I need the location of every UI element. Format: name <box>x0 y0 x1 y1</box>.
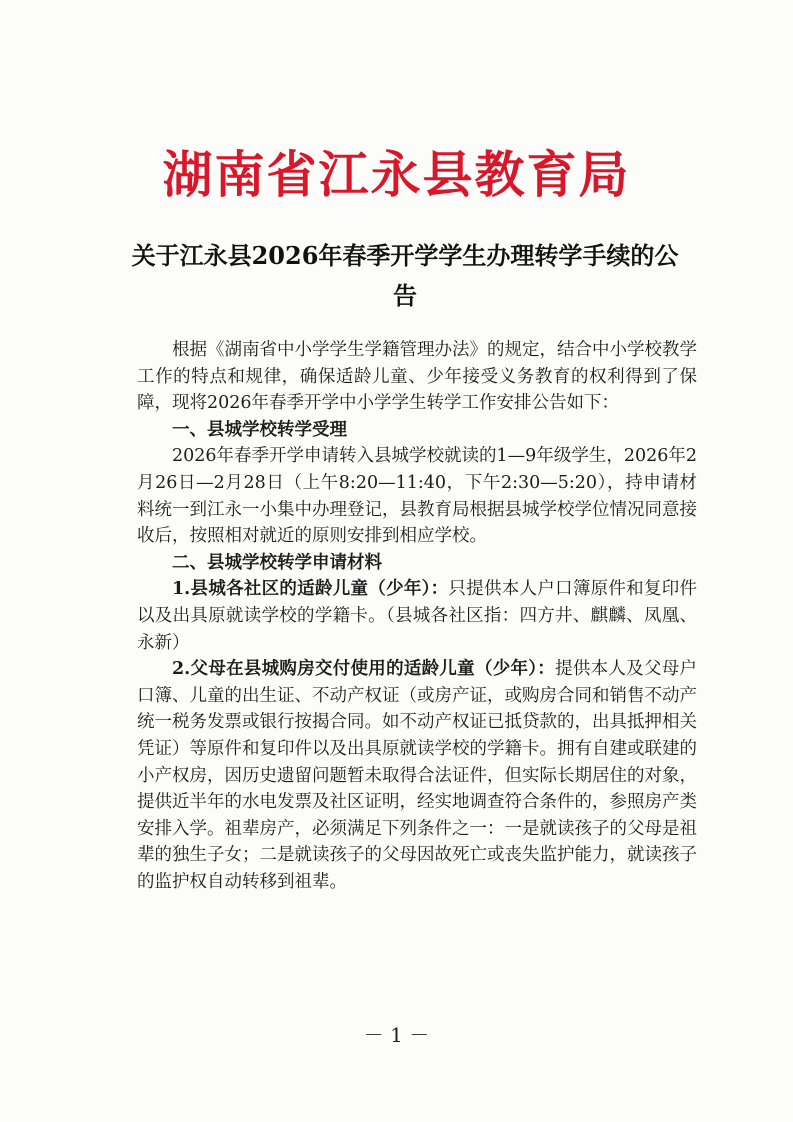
intro-paragraph: 根据《湖南省中小学学生学籍管理办法》的规定，结合中小学校教学工作的特点和规律，确保适龄儿童、少年接受义务教育的权利得到了保障，现将2026年春季开学中小学学生转学工作安排公告如下： <box>137 340 697 414</box>
section-2-item-2 <box>137 656 697 895</box>
section-1-heading: 一、县城学校转学受理 <box>172 419 347 440</box>
page-number: － 1 － <box>363 1023 430 1047</box>
section-2-heading: 二、县城学校转学申请材料 <box>172 552 382 573</box>
document-title: 关于江永县2026年春季开学学生办理转学手续的公告 <box>131 241 679 310</box>
letterhead-org-name: 湖南省江永县教育局 <box>162 145 631 204</box>
item-1-text: 只提供本人户口簿原件和复印件以及出具原就读学校的学籍卡。（县城各社区指：四方井、麒麟、凤凰、永新） <box>137 579 697 653</box>
item-2-text: 提供本人及父母户口簿、儿童的出生证、不动产权证（或房产证，或购房合同和销售不动产统一税务发票或银行按揭合同。如不动产权证已抵贷款的，出具抵押相关凭证）等原件和复印件以及出具原就读学校的学籍卡。拥有自建或联建的小产权房，因历史遗留问题暂未取得合法证件，但实际长期居住的对象，提供近半年的水电发票及社区证明，经实地调查符合条件的，参照房产类安排入学。祖辈房产，必须满足下列条件之一：一是就读孩子的父母是祖辈的独生子女；二是就读孩子的父母因故死亡或丧失监护能力，就读孩子的监护权自动转移到祖辈。 <box>137 659 698 892</box>
document-body <box>137 337 697 895</box>
section-2-item-1 <box>137 576 697 656</box>
item-1-lead: 1.县城各社区的适龄儿童（少年）： <box>172 579 449 600</box>
section-1-paragraph: 2026年春季开学申请转入县城学校就读的1—9年级学生，2026年2月26日—2月28日（上午8:20—11:40，下午2:30—5:20），持申请材料统一到江永一小集中办理登记，县教育局根据县城学校学位情况同意接收后，按照相对就近的原则安排到相应学校。 <box>137 446 697 547</box>
item-2-lead: 2.父母在县城购房交付使用的适龄儿童（少年）： <box>172 659 556 680</box>
